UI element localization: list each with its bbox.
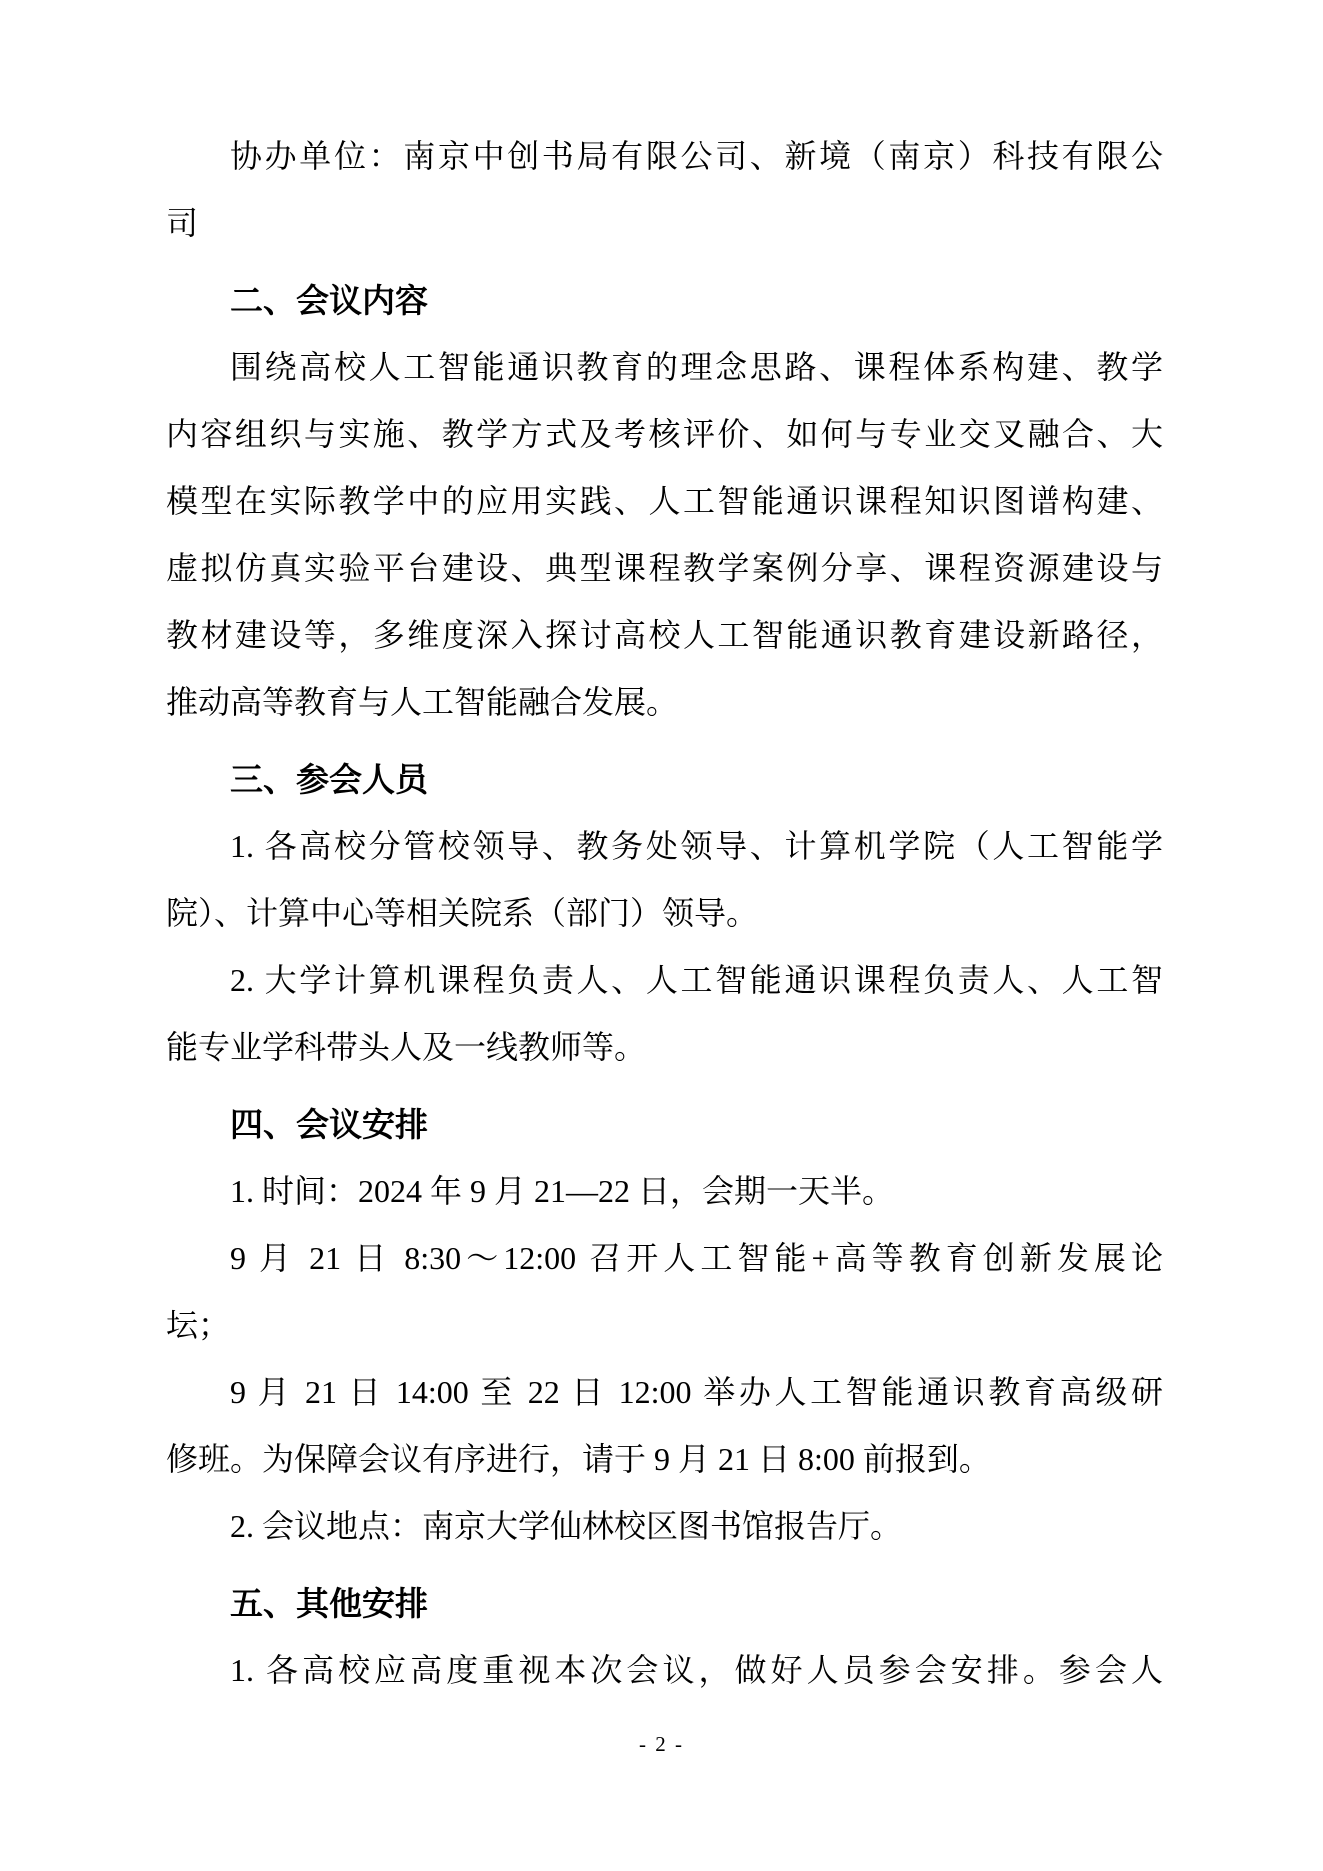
section-heading-meeting-content: 二、会议内容 bbox=[230, 282, 428, 319]
section-heading-other: 五、其他安排 bbox=[230, 1585, 428, 1622]
participants-item1-line-2: 院）、计算中心等相关院系（部门）领导。 bbox=[166, 895, 759, 931]
meeting-content-line-5: 教材建设等，多维度深入探讨高校人工智能通识教育建设新路径， bbox=[166, 617, 1163, 653]
page-number: - 2 - bbox=[639, 1732, 684, 1756]
participants-item2-line-1: 2. 大学计算机课程负责人、人工智能通识课程负责人、人工智 bbox=[230, 962, 1163, 998]
meeting-content-line-4: 虚拟仿真实验平台建设、典型课程教学案例分享、课程资源建设与 bbox=[166, 550, 1163, 586]
meeting-content-line-6: 推动高等教育与人工智能融合发展。 bbox=[166, 684, 679, 720]
arrangement-forum-line-1: 9 月 21 日 8:30～12:00 召开人工智能+高等教育创新发展论 bbox=[230, 1240, 1163, 1276]
arrangement-location-line: 2. 会议地点：南京大学仙林校区图书馆报告厅。 bbox=[230, 1508, 903, 1544]
meeting-content-line-3: 模型在实际教学中的应用实践、人工智能通识课程知识图谱构建、 bbox=[166, 483, 1163, 519]
meeting-content-line-2: 内容组织与实施、教学方式及考核评价、如何与专业交叉融合、大 bbox=[166, 416, 1163, 452]
participants-item2-line-2: 能专业学科带头人及一线教师等。 bbox=[166, 1029, 647, 1065]
participants-item1-line-1: 1. 各高校分管校领导、教务处领导、计算机学院（人工智能学 bbox=[230, 828, 1163, 864]
arrangement-workshop-line-1: 9 月 21 日 14:00 至 22 日 12:00 举办人工智能通识教育高级研 bbox=[230, 1374, 1163, 1410]
co-organizer-line-1: 协办单位：南京中创书局有限公司、新境（南京）科技有限公 bbox=[230, 138, 1163, 174]
arrangement-forum-line-2: 坛； bbox=[166, 1307, 231, 1343]
arrangement-workshop-line-2: 修班。为保障会议有序进行，请于 9 月 21 日 8:00 前报到。 bbox=[166, 1441, 991, 1477]
section-heading-participants: 三、参会人员 bbox=[230, 761, 428, 798]
section-heading-arrangement: 四、会议安排 bbox=[230, 1106, 428, 1143]
arrangement-time-line: 1. 时间：2024 年 9 月 21—22 日，会期一天半。 bbox=[230, 1173, 895, 1209]
other-item1-line-1: 1. 各高校应高度重视本次会议，做好人员参会安排。参会人 bbox=[230, 1652, 1163, 1688]
co-organizer-line-2: 司 bbox=[166, 205, 199, 241]
meeting-content-line-1: 围绕高校人工智能通识教育的理念思路、课程体系构建、教学 bbox=[230, 349, 1163, 385]
